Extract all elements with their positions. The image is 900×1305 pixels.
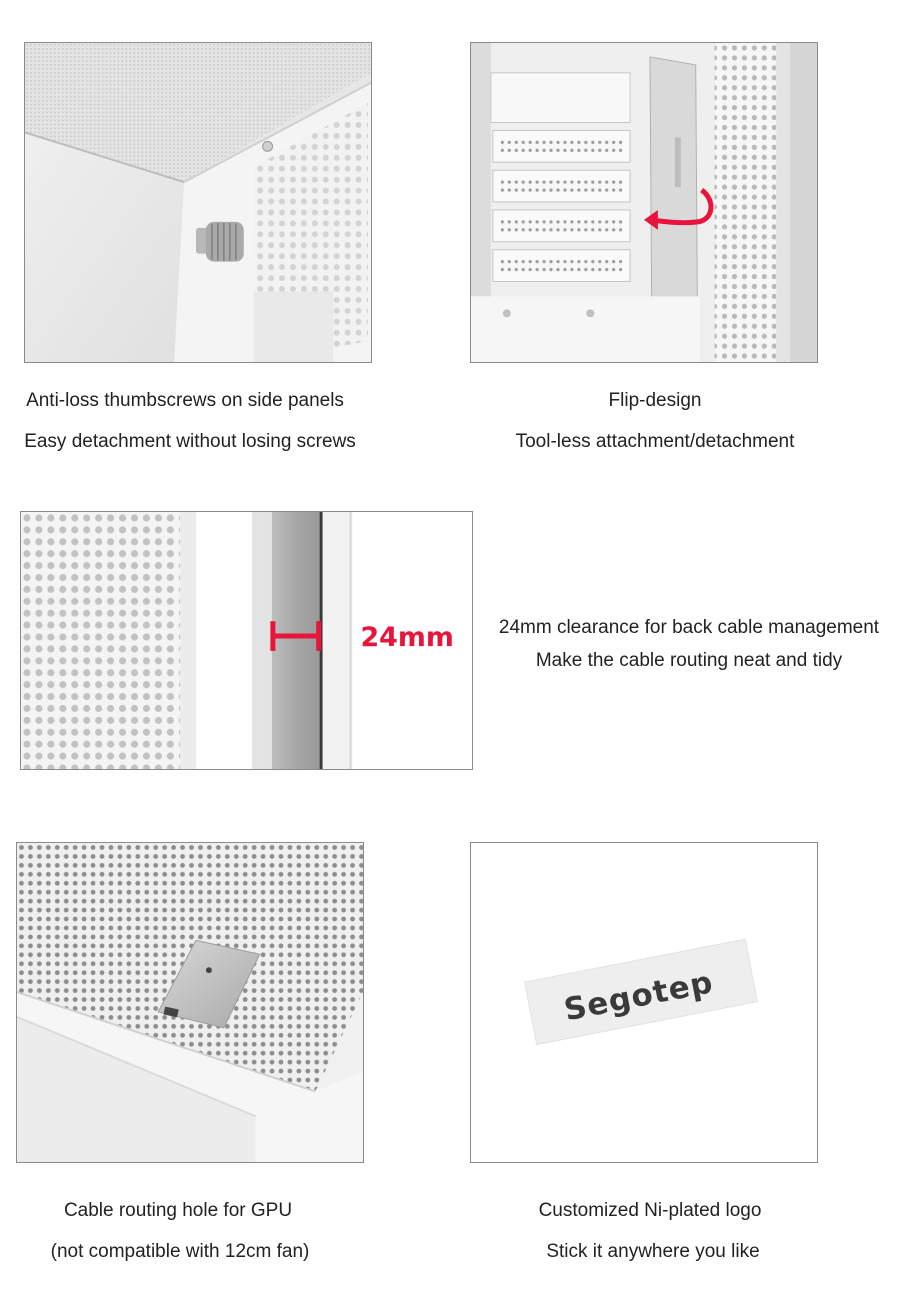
- cable-clearance-photo: [20, 511, 473, 770]
- feature-title: 24mm clearance for back cable management: [498, 617, 880, 638]
- logo-badge-photo: [470, 842, 818, 1163]
- dimension-label: 24mm: [360, 621, 454, 653]
- feature-subtitle: Tool-less attachment/detachment: [515, 431, 795, 452]
- feature-title: Flip-design: [608, 390, 702, 411]
- feature-title: Customized Ni-plated logo: [538, 1200, 762, 1221]
- feature-title: Cable routing hole for GPU: [63, 1200, 293, 1221]
- feature-subtitle: Stick it anywhere you like: [546, 1241, 760, 1262]
- feature-title: Anti-loss thumbscrews on side panels: [26, 390, 344, 411]
- feature-subtitle: Easy detachment without losing screws: [24, 431, 356, 452]
- flip-bracket-photo: [470, 42, 818, 363]
- feature-subtitle: (not compatible with 12cm fan): [50, 1241, 310, 1262]
- gpu-cable-hole-photo: [16, 842, 364, 1163]
- feature-subtitle: Make the cable routing neat and tidy: [535, 650, 843, 671]
- thumbscrew-photo: [24, 42, 372, 363]
- logo-text: Segotep: [561, 964, 717, 1029]
